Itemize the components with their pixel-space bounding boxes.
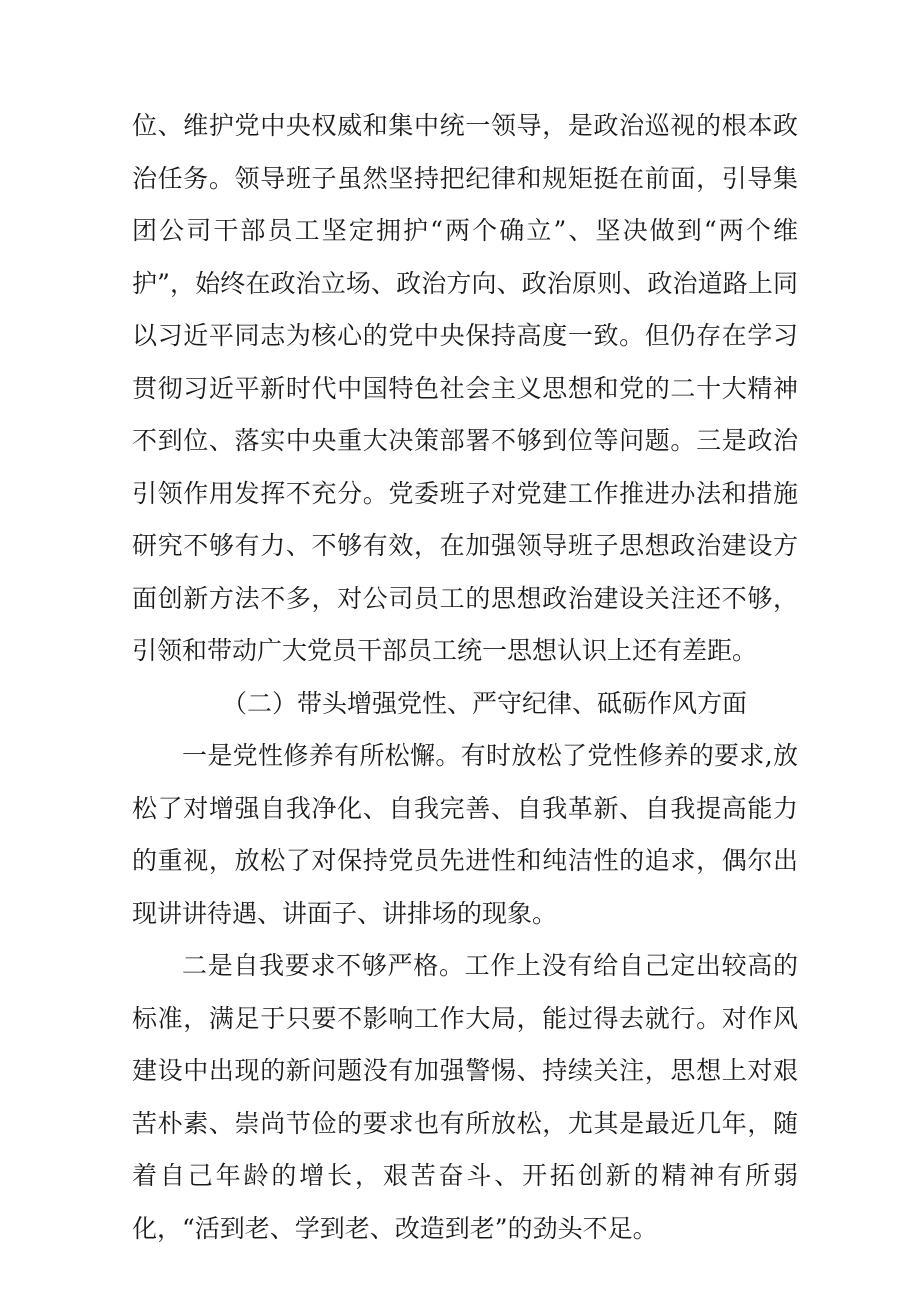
paragraph-political-guidance: 位、维护党中央权威和集中统一领导，是政治巡视的根本政治任务。领导班子虽然坚持把纪律和规矩挺在前面，引导集团公司干部员工坚定拥护“两个确立”、坚决做到“两个维护”，始终在政治立场、政治方向、政治原则、政治道路上同以习近平同志为核心的党中央保持高度一致。但仍存在学习贯彻习近平新时代中国特色社会主义思想和党的二十大精神不到位、落实中央重大决策部署不够到位等问题。三是政治引领作用发挥不充分。党委班子对党建工作推进办法和措施研究不够有力、不够有效，在加强领导班子思想政治建设方面创新方法不多，对公司员工的思想政治建设关注还不够，引领和带动广大党员干部员工统一思想认识上还有差距。	[132, 111, 798, 665]
paragraph-party-cultivation: 一是党性修养有所松懈。有时放松了党性修养的要求,放松了对增强自我净化、自我完善、自我革新、自我提高能力的重视，放松了对保持党员先进性和纯洁性的追求，偶尔出现讲讲待遇、讲面子、讲排场的现象。	[132, 741, 798, 928]
paragraph-self-discipline: 二是自我要求不够严格。工作上没有给自己定出较高的标准，满足于只要不影响工作大局，能过得去就行。对作风建设中出现的新问题没有加强警惕、持续关注，思想上对艰苦朴素、崇尚节俭的要求也有所放松，尤其是最近几年，随着自己年龄的增长，艰苦奋斗、开拓创新的精神有所弱化，“活到老、学到老、改造到老”的劲头不足。	[132, 951, 798, 1243]
document-body	[132, 100, 798, 1255]
section-heading-party-spirit: （二）带头增强党性、严守纪律、砥砺作风方面	[222, 688, 748, 718]
